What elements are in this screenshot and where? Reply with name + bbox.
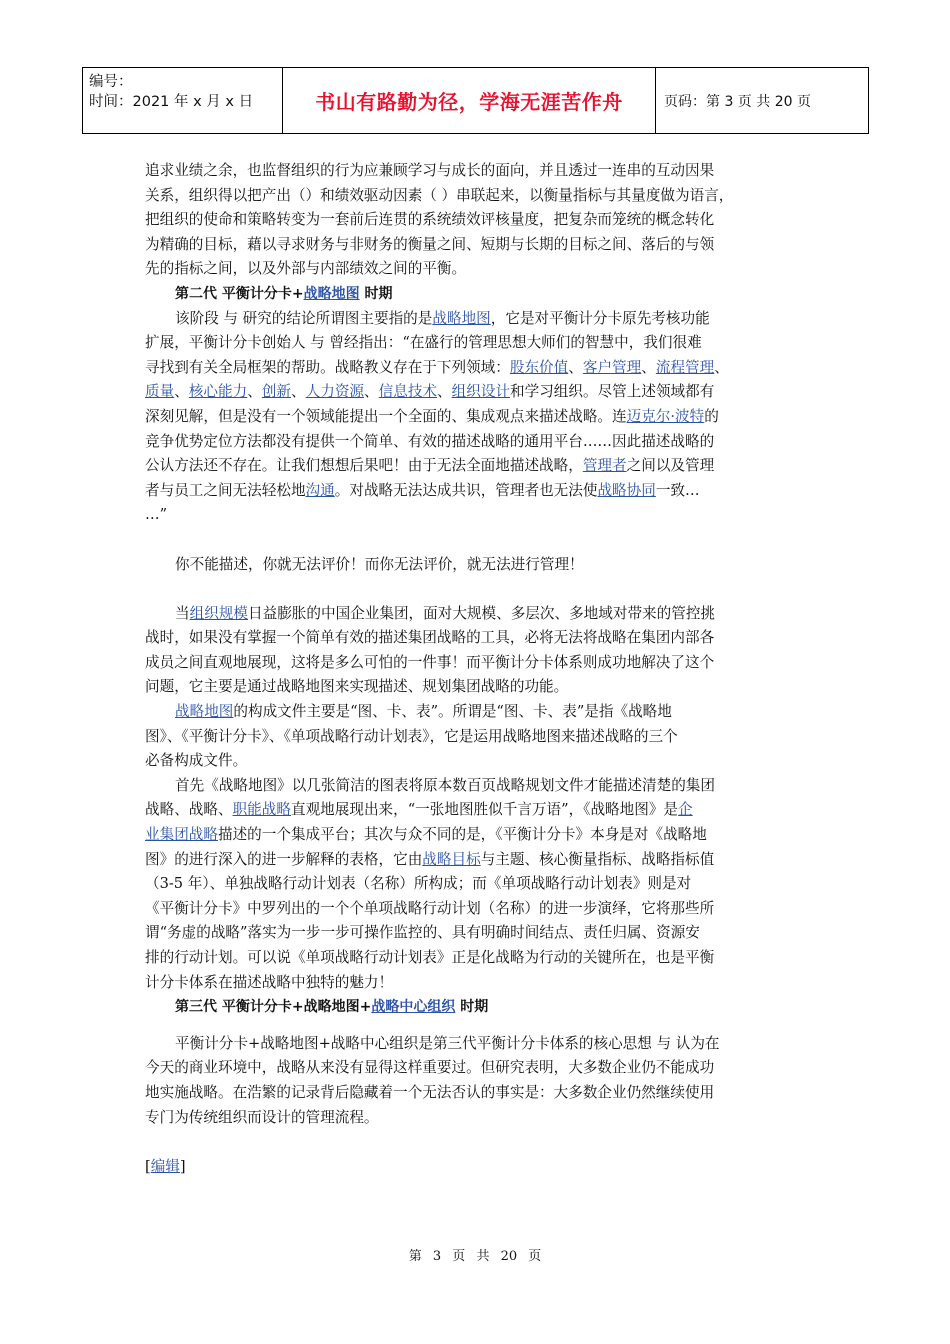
text-line: 今天的商业环境中，战略从来没有显得这样重要过。但研究表明，大多数企业仍不能成功 bbox=[145, 1059, 715, 1077]
text-line: 扩展，平衡计分卡创始人 与 曾经指出：“在盛行的管理思想大师们的智慧中，我们很难 bbox=[145, 334, 702, 352]
doc-time-label: 时间：2021 年 x 月 x 日 bbox=[89, 94, 254, 110]
paragraph-7 bbox=[145, 1032, 805, 1130]
text-line: 首先《战略地图》以几张简洁的图表将原本数百页战略规划文件才能描述清楚的集团 bbox=[175, 776, 715, 794]
text-line: 竞争优势定位方法都没有提供一个简单、有效的描述战略的通用平台……因此描述战略的 bbox=[145, 432, 715, 450]
doc-number-label: 编号： bbox=[89, 74, 133, 90]
link-strategy-map[interactable]: 战略地图 bbox=[432, 309, 491, 327]
text-line: 战略、战略、职能战略直观地展现出来，“一张地图胜似千言万语”，《战略地图》是企 bbox=[145, 801, 693, 819]
link-corporate-group-strategy[interactable]: 企 bbox=[678, 801, 693, 819]
header-meta bbox=[83, 68, 283, 133]
link-michael-porter[interactable]: 迈克尔·波特 bbox=[626, 407, 705, 425]
link-strategy-focused-organization[interactable]: 战略中心组织 bbox=[371, 999, 456, 1016]
text-line: 计分卡体系在描述战略中独特的魅力！ bbox=[145, 973, 394, 991]
text-line: 把组织的使命和策略转变为一套前后连贯的系统绩效评核量度，把复杂而笼统的概念转化 bbox=[145, 211, 715, 229]
text-line: …” bbox=[145, 506, 168, 524]
link-shareholder-value[interactable]: 股东价值 bbox=[509, 358, 569, 376]
text-line: 者与员工之间无法轻松地沟通。对战略无法达成共识，管理者也无法使战略协同一致… bbox=[145, 481, 700, 499]
link-manager[interactable]: 管理者 bbox=[582, 457, 627, 475]
text-line: （3-5 年）、单独战略行动计划表（名称）所构成；而《单项战略行动计划表》则是对 bbox=[145, 875, 692, 893]
paragraph-2 bbox=[145, 307, 805, 528]
text-line: 谓“务虚的战略”落实为一步一步可操作监控的、具有明确时间结点、责任归属、资源安 bbox=[145, 924, 700, 942]
header-motto: 书山有路勤为径，学海无涯苦作舟 bbox=[283, 68, 656, 133]
edit-link-row: [编辑] bbox=[145, 1157, 186, 1175]
text-line: 战时，如果没有掌握一个简单有效的描述集团战略的工具，必将无法将战略在集团内部各 bbox=[145, 629, 715, 647]
link-customer-management[interactable]: 客户管理 bbox=[582, 358, 642, 376]
text-line: 深刻见解，但是没有一个领域能提出一个全面的、集成观点来描述战略。连迈克尔·波特的 bbox=[145, 407, 719, 425]
link-strategy-map[interactable]: 战略地图 bbox=[303, 285, 360, 302]
document-header bbox=[82, 67, 869, 134]
text-line: 专门为传统组织而设计的管理流程。 bbox=[145, 1108, 379, 1126]
footer-page-number: 3 bbox=[432, 1249, 442, 1264]
text-line: 成员之间直观地展现，这将是多么可怕的一件事！而平衡计分卡体系则成功地解决了这个 bbox=[145, 653, 715, 671]
text-line: 平衡计分卡+战略地图+战略中心组织是第三代平衡计分卡体系的核心思想 与 认为在 bbox=[175, 1034, 720, 1052]
spacer bbox=[145, 528, 805, 553]
link-strategic-objective[interactable]: 战略目标 bbox=[422, 850, 481, 868]
paragraph-4 bbox=[145, 602, 805, 700]
footer-total-pages: 20 bbox=[500, 1249, 518, 1264]
text-line: 为精确的目标，藉以寻求财务与非财务的衡量之间、短期与长期的目标之间、落后的与领 bbox=[145, 235, 715, 253]
text-line: 问题，它主要是通过战略地图来实现描述、规划集团战略的功能。 bbox=[145, 678, 569, 696]
text-line: 质量、核心能力、创新、人力资源、信息技术、组织设计和学习组织。尽管上述领域都有 bbox=[145, 383, 715, 401]
text-line: 该阶段 与 研究的结论所谓图主要指的是战略地图，它是对平衡计分卡原先考核功能 bbox=[175, 309, 710, 327]
text-line: 排的行动计划。可以说《单项战略行动计划表》正是化战略为行动的关键所在，也是平衡 bbox=[145, 949, 715, 966]
text-line: 追求业绩之余，也监督组织的行为应兼顾学习与成长的面向，并且透过一连串的互动因果 bbox=[145, 162, 715, 179]
document-body bbox=[145, 159, 805, 1179]
text-line: 先的指标之间，以及外部与内部绩效之间的平衡。 bbox=[145, 260, 467, 278]
link-corporate-group-strategy[interactable]: 业集团战略 bbox=[145, 826, 218, 844]
link-core-competence[interactable]: 核心能力 bbox=[188, 383, 248, 401]
text-line: 寻找到有关全局框架的帮助。战略教义存在于下列领域：股东价值、客户管理、流程管理、 bbox=[145, 358, 729, 376]
spacer bbox=[145, 577, 805, 602]
link-functional-strategy[interactable]: 职能战略 bbox=[232, 801, 291, 819]
spacer bbox=[145, 1020, 805, 1032]
paragraph-6 bbox=[145, 774, 805, 995]
section-heading-third-gen: 第三代 平衡计分卡+战略地图+战略中心组织 时期 bbox=[175, 999, 489, 1016]
page-footer: 第 3 页 共 20 页 bbox=[408, 1249, 542, 1264]
paragraph-3: 你不能描述，你就无法评价！而你无法评价，就无法进行管理！ bbox=[175, 555, 584, 573]
header-page-label: 页码：第 3 页 共 20 页 bbox=[664, 93, 811, 110]
text-line: 当组织规模日益膨胀的中国企业集团，面对大规模、多层次、多地域对带来的管控挑 bbox=[175, 604, 716, 622]
text-line: 地实施战略。在浩繁的记录背后隐藏着一个无法否认的事实是：大多数企业仍然继续使用 bbox=[145, 1083, 715, 1101]
paragraph-5 bbox=[145, 700, 805, 774]
link-quality[interactable]: 质量 bbox=[145, 383, 175, 401]
text-line: 《平衡计分卡》中罗列出的一个个单项战略行动计划（名称）的进一步演绎，它将那些所 bbox=[145, 899, 715, 917]
link-organization-scale[interactable]: 组织规模 bbox=[189, 604, 248, 622]
paragraph-1 bbox=[145, 159, 805, 282]
spacer bbox=[145, 1130, 805, 1155]
link-organization-design[interactable]: 组织设计 bbox=[451, 383, 511, 401]
text-line: 战略地图的构成文件主要是“图、卡、表”。所谓是“图、卡、表”是指《战略地 bbox=[175, 703, 672, 721]
link-strategy-map[interactable]: 战略地图 bbox=[175, 703, 234, 721]
link-human-resources[interactable]: 人力资源 bbox=[305, 383, 365, 401]
link-process-management[interactable]: 流程管理 bbox=[655, 358, 715, 376]
edit-link[interactable]: 编辑 bbox=[150, 1157, 180, 1175]
text-line: 关系，组织得以把产出（）和绩效驱动因素（ ）串联起来，以衡量指标与其量度做为语言， bbox=[145, 186, 734, 204]
link-communication[interactable]: 沟通 bbox=[305, 481, 335, 499]
text-line: 图》的进行深入的进一步解释的表格，它由战略目标与主题、核心衡量指标、战略指标值 bbox=[145, 850, 715, 868]
section-heading-second-gen: 第二代 平衡计分卡+战略地图 时期 bbox=[175, 285, 393, 302]
text-line: 公认方法还不存在。让我们想想后果吧！由于无法全面地描述战略，管理者之间以及管理 bbox=[145, 457, 715, 475]
text-line: 必备构成文件。 bbox=[145, 752, 248, 770]
link-innovation[interactable]: 创新 bbox=[261, 383, 292, 401]
link-information-technology[interactable]: 信息技术 bbox=[378, 383, 438, 401]
text-line: 业集团战略描述的一个集成平台；其次与众不同的是，《平衡计分卡》本身是对《战略地 bbox=[145, 826, 707, 844]
text-line: 图》、《平衡计分卡》、《单项战略行动计划表》，它是运用战略地图来描述战略的三个 bbox=[145, 727, 678, 745]
link-strategic-alignment[interactable]: 战略协同 bbox=[597, 481, 656, 499]
